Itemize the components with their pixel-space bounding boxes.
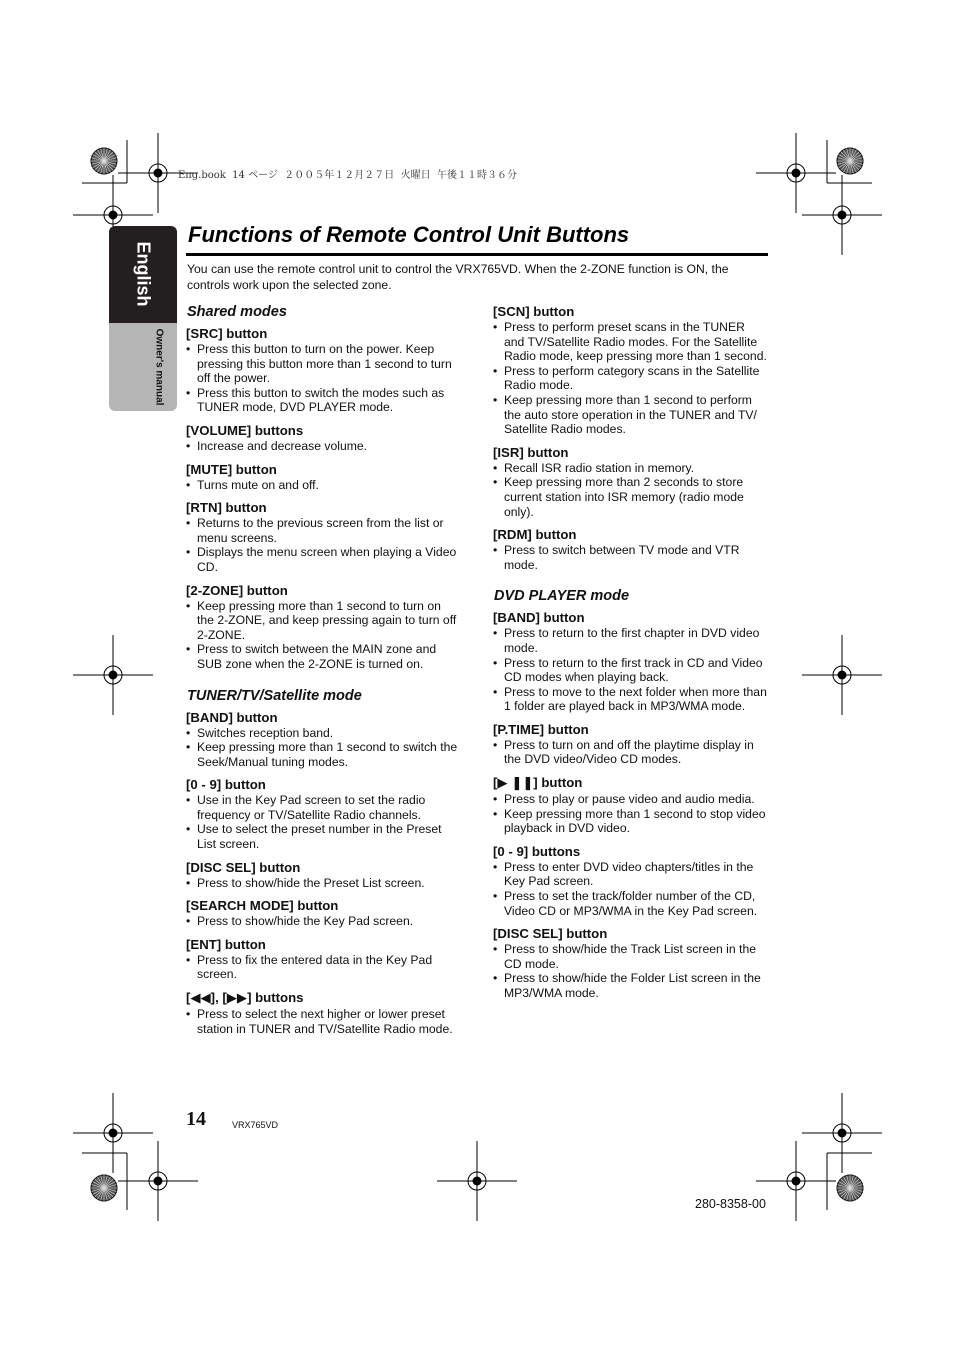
document-code: 280-8358-00 (695, 1197, 766, 1211)
button-name: [BAND] button (493, 610, 585, 626)
bullet-item: • Press to perform preset scans in the TUNER and TV/Satellite Radio modes. For the Satellite Radio mode, keep pressing more than 1 second. (493, 320, 768, 364)
button-description (493, 775, 768, 836)
button-description (186, 937, 461, 982)
side-tab-language: English (133, 241, 154, 307)
bullet-list (186, 953, 461, 982)
bullet-list (186, 342, 461, 415)
registration-dot (838, 211, 846, 219)
bullet-list (186, 914, 461, 929)
section-title: TUNER/TV/Satellite mode (187, 687, 362, 704)
registration-dot (792, 169, 800, 177)
bullet-list (493, 792, 768, 836)
bullet-item: • Press to show/hide the Folder List screen in the MP3/WMA mode. (493, 971, 768, 1000)
bullet-list (186, 516, 461, 574)
button-name: [2-ZONE] button (186, 582, 288, 598)
bullet-item: • Press to return to the first track in CD and Video CD modes when playing back. (493, 656, 768, 685)
button-name: [RDM] button (493, 527, 577, 543)
button-name: [▶ ❚❚] button (493, 775, 583, 791)
bullet-item: • Turns mute on and off. (186, 478, 461, 493)
page-title: Functions of Remote Control Unit Buttons (188, 222, 630, 247)
bullet-item: • Keep pressing more than 1 second to turn on the 2-ZONE, and keep pressing again to turn off 2-ZONE. (186, 599, 461, 643)
bullet-list (186, 1007, 461, 1036)
bullet-list (493, 738, 768, 767)
bullet-item: • Press to set the track/folder number of the CD, Video CD or MP3/WMA in the Key Pad screen. (493, 889, 768, 918)
language-side-tab (109, 226, 177, 411)
bullet-item: • Returns to the previous screen from the list or menu screens. (186, 516, 461, 545)
bullet-item: • Press to perform category scans in the Satellite Radio mode. (493, 364, 768, 393)
button-description (186, 423, 461, 454)
bullet-item: • Press to show/hide the Preset List screen. (186, 876, 461, 891)
bullet-list (493, 942, 768, 1000)
bullet-item: • Press to show/hide the Track List screen in the CD mode. (493, 942, 768, 971)
bullet-item: • Press to enter DVD video chapters/titles in the Key Pad screen. (493, 860, 768, 889)
button-name: [BAND] button (186, 709, 278, 725)
registration-dot (109, 671, 117, 679)
button-description (493, 722, 768, 767)
bullet-item: • Press this button to switch the modes such as TUNER mode, DVD PLAYER mode. (186, 386, 461, 415)
registration-dot (109, 1129, 117, 1137)
side-tab-manual: Owner's manual (153, 328, 165, 406)
bullet-item: • Recall ISR radio station in memory. (493, 461, 768, 476)
bullet-item: • Displays the menu screen when playing a Video CD. (186, 545, 461, 574)
print-header-line: Eng.book 14 ページ ２００５年１２月２７日 火曜日 午後１１時３６分 (178, 170, 517, 181)
button-description (186, 860, 461, 891)
intro-paragraph: You can use the remote control unit to control the VRX765VD. When the 2-ZONE function is ON, the controls work upon the selected zone. (187, 262, 729, 292)
bullet-list (186, 876, 461, 891)
bullet-item: • Use in the Key Pad screen to set the radio frequency or TV/Satellite Radio channels. (186, 793, 461, 822)
registration-dot (838, 1129, 846, 1137)
bullet-list (493, 543, 768, 572)
button-name: [ENT] button (186, 936, 266, 952)
bullet-item: • Press to return to the first chapter in DVD video mode. (493, 626, 768, 655)
registration-dot (473, 1177, 481, 1185)
section-title: DVD PLAYER mode (494, 588, 630, 605)
button-description (186, 326, 461, 415)
bullet-item: • Press to turn on and off the playtime display in the DVD video/Video CD modes. (493, 738, 768, 767)
button-name: [0 - 9] buttons (493, 843, 581, 859)
button-description (493, 926, 768, 1000)
button-description (186, 990, 461, 1036)
bullet-item: • Press this button to turn on the power. Keep pressing this button more than 1 second to turn off the power. (186, 342, 461, 386)
button-description (186, 583, 461, 672)
button-description (186, 462, 461, 493)
button-name: [DISC SEL] button (493, 926, 608, 942)
bullet-item: • Switches reception band. (186, 726, 461, 741)
bullet-item: • Press to play or pause video and audio media. (493, 792, 768, 807)
model-name: VRX765VD (232, 1120, 279, 1130)
bullet-item: • Press to move to the next folder when more than 1 folder are played back in MP3/WMA mode. (493, 685, 768, 714)
bullet-item: • Keep pressing more than 1 second to switch the Seek/Manual tuning modes. (186, 740, 461, 769)
bullet-list (493, 461, 768, 519)
button-name: [0 - 9] button (186, 777, 266, 793)
button-name: [P.TIME] button (493, 721, 589, 737)
button-description (186, 500, 461, 574)
button-description (186, 898, 461, 929)
bullet-item: • Press to switch between the MAIN zone and SUB zone when the 2-ZONE is turned on. (186, 642, 461, 671)
button-name: [◀◀], [▶▶] buttons (186, 990, 304, 1006)
registration-dot (154, 1177, 162, 1185)
bullet-list (186, 478, 461, 493)
bullet-list (186, 726, 461, 770)
button-description (493, 610, 768, 714)
bullet-item: • Press to fix the entered data in the Key Pad screen. (186, 953, 461, 982)
button-name: [VOLUME] buttons (186, 422, 304, 438)
button-name: [RTN] button (186, 500, 267, 516)
bullet-item: • Keep pressing more than 2 seconds to store current station into ISR memory (radio mode only). (493, 475, 768, 519)
section-title: Shared modes (187, 304, 287, 320)
button-name: [ISR] button (493, 444, 569, 460)
button-description (186, 710, 461, 770)
page-number: 14 (186, 1108, 206, 1130)
bullet-list (186, 439, 461, 454)
button-name: [DISC SEL] button (186, 859, 301, 875)
button-name: [SCN] button (493, 304, 575, 319)
bullet-list (493, 860, 768, 918)
registration-dot (109, 211, 117, 219)
registration-dot (154, 169, 162, 177)
button-description (493, 844, 768, 918)
bullet-item: • Press to show/hide the Key Pad screen. (186, 914, 461, 929)
left-column (186, 304, 461, 1044)
bullet-item: • Keep pressing more than 1 second to stop video playback in DVD video. (493, 807, 768, 836)
bullet-list (493, 626, 768, 714)
button-description (493, 527, 768, 572)
bullet-item: • Keep pressing more than 1 second to perform the auto store operation in the TUNER and TV/ Satellite Radio modes. (493, 393, 768, 437)
bullet-list (186, 793, 461, 851)
bullet-list (493, 320, 768, 437)
bullet-list (186, 599, 461, 672)
button-description (493, 304, 768, 437)
button-name: [MUTE] button (186, 461, 277, 477)
button-name: [SEARCH MODE] button (186, 898, 339, 914)
right-column (493, 304, 768, 1009)
title-rule (186, 253, 768, 256)
registration-dot (838, 671, 846, 679)
side-tab-light (109, 323, 177, 411)
bullet-item: • Use to select the preset number in the Preset List screen. (186, 822, 461, 851)
button-name: [SRC] button (186, 326, 268, 341)
bullet-item: • Press to switch between TV mode and VTR mode. (493, 543, 768, 572)
registration-dot (792, 1177, 800, 1185)
bullet-item: • Press to select the next higher or lower preset station in TUNER and TV/Satellite Radio mode. (186, 1007, 461, 1036)
bullet-item: • Increase and decrease volume. (186, 439, 461, 454)
button-description (493, 445, 768, 519)
button-description (186, 777, 461, 851)
